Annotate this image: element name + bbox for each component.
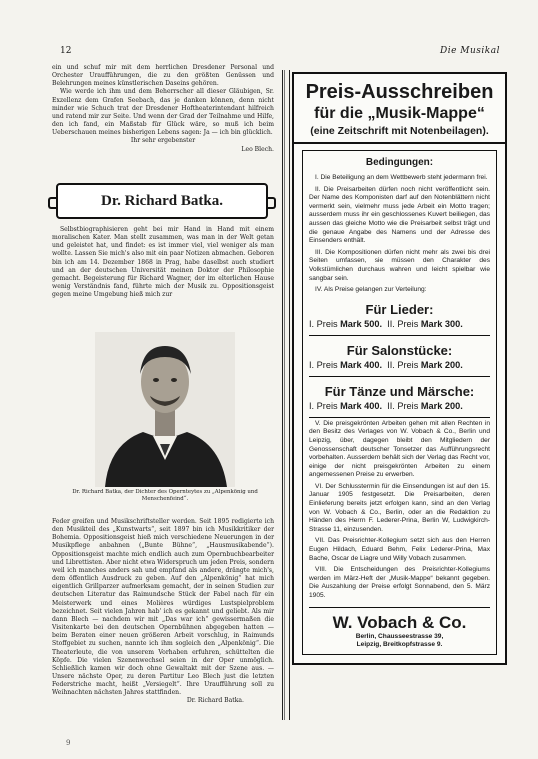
ad-title: Preis-Ausschreiben (305, 81, 494, 103)
ad-header (294, 74, 505, 144)
section-title: Dr. Richard Batka. (101, 193, 223, 209)
footer-mark: 9 (66, 739, 71, 747)
prize-amount: Mark 400. (340, 400, 383, 411)
batka-column-continued (52, 518, 274, 706)
portrait-photo (95, 332, 235, 487)
prize-line (309, 400, 490, 418)
portrait-caption: Dr. Richard Batka, der Dichter des Opernteytes zu „Alpenkönig und Menschenfeind“. (72, 489, 258, 502)
paragraph: Selbstbiographisieren geht bei mir Hand in Hand mit einem moralischen Kater. Man stellt zusammen, was man in der Welt getan und geleistet hat, und findet: es ist immer viel, viel weniger als man wollte. Lassen Sie mich's also mit ein paar Notizen abmachen. Geboren bin ich am 14. Dezember 1868 in Prag, habe daselbst auch studiert und an der deutschen Universität meinen Doktor der Philosophie gemacht. Begeisterung für Richard Wagner, der im elterlichen Hause wenig Verständnis fand, führte mich der Musik zu. Oppositionsgeist gegen meine Umgebung hieß mich zur (52, 226, 274, 299)
condition: III. Die Kompositionen dürfen nicht mehr als zwei bis drei Seiten umfassen, sie müssen den Charakter des Volkstümlichen durchaus wahren und leicht spielbar wie sangbar sein. (309, 248, 490, 282)
condition: VII. Das Preisrichter-Kollegium setzt sich aus den Herren Eugen Hildach, Eduard Behm, Felix Lederer-Prina, Max Bache, Oscar de Liagre und Willy Vobach zusammen. (309, 537, 490, 562)
prize-category: Für Salonstücke: (346, 342, 453, 358)
publisher-address: Berlin, Chausseestrasse 39, (355, 632, 444, 640)
prize-category: Für Lieder: (365, 301, 434, 317)
ad-subtitle: für die „Musik-Mappe“ (314, 105, 485, 122)
condition: IV. Als Preise gelangen zur Verteilung: (315, 286, 427, 294)
conditions-box (302, 150, 497, 655)
portrait-image (95, 332, 235, 487)
condition: I. Die Beteiligung an dem Wettbewerb steht jedermann frei. (315, 174, 488, 181)
condition: VIII. Die Entscheidungen des Preisrichter-Kollegiums werden im März-Heft der „Musik-Mappe“ bekannt gegeben. Die Auszahlung der Preise erfolgt Sonnabend, den 5. März 1905. (309, 566, 490, 599)
prize-rank: II. Preis (387, 400, 419, 411)
publisher-block (309, 607, 490, 650)
batka-column (52, 226, 274, 299)
condition: VI. Der Schlusstermin für die Einsendungen ist auf den 15. Januar 1905 festgesetzt. Die Preisarbeiten, deren Einlieferung bereits jetzt erfolgen kann, sind an den Verlag von W. Vobach & Co., Berlin, oder an die Redaktion zu Händen des Herrn F. Lederer-Prina, Berlin W, Ludwigkirch-Strasse 11, einzusenden. (309, 482, 490, 533)
prize-line (309, 318, 490, 336)
paragraph: ein und schuf mir mit dem herrlichen Dresdener Personal und Orchester Uraufführungen, die zu den größten Genüssen und Belehrungen meines künstlerischen Daseins gehören. (52, 64, 274, 88)
ad-subsubtitle: (eine Zeitschrift mit Notenbeilagen). (310, 125, 489, 137)
page-header (60, 46, 500, 58)
condition: II. Die Preisarbeiten dürfen noch nicht veröffentlicht sein. Der Name des Komponisten darf auf den Notenblättern nicht vermerkt sein, vielmehr muss jede Arbeit ein Motto tragen; ausserdem muss ihr ein geschlossenes Kuvert beiliegen, das aussen das gleiche Motto wie die Preisarbeit selbst trägt und die genaue Angabe des Namens und der Adresse des Einsenders enthält. (309, 185, 490, 245)
prize-amount: Mark 400. (340, 359, 383, 370)
page-number: 12 (60, 46, 72, 56)
prize-amount: Mark 200. (420, 359, 463, 370)
prize-amount: Mark 300. (420, 318, 463, 329)
column-rule (282, 70, 290, 720)
running-title: Die Musikal (440, 46, 500, 56)
prize-amount: Mark 200. (420, 400, 463, 411)
prize-rank: II. Preis (387, 359, 419, 370)
intro-column (52, 64, 274, 154)
publisher-name: W. Vobach & Co. (332, 612, 467, 632)
greeting: Ihr sehr ergebenster (130, 137, 196, 145)
prize-rank: I. Preis (309, 359, 338, 370)
prize-category: Für Tänze und Märsche: (324, 383, 475, 399)
prize-amount: Mark 500. (340, 318, 383, 329)
signature: Leo Blech. (241, 145, 274, 153)
section-title-box (56, 183, 268, 219)
prize-rank: I. Preis (309, 400, 338, 411)
prize-rank: II. Preis (387, 318, 419, 329)
paragraph: Feder greifen und Musikschriftsteller werden. Seit 1895 redigierte ich den Musikteil des „Kunstwarts“, seit 1897 bin ich Musikkritiker der Bohemia. Oppositionsgeist hieß mich verschiedene Neuerungen in der Musikpflege anbahnen („Bunte Bühne“, „Hausmusikabende“). Oppositionsgeist machte mich endlich auch zum Opernbuchbearbeiter und Librettisten. Aber nicht etwa Widerspruch um jeden Preis, sondern weil ich manches anders sah und empfand als andere, drängte mich's, dem öffentlich Ausdruck zu geben. Auf den „Alpenkönig“ hat mich eigentlich Grillparzer aufmerksam gemacht, der in seinen Studien zur deutschen Literatur das Raimundsche Stück der Fabel nach für ein Meisterwerk und eines Molières würdiges Lustspielproblem bezeichnet. Seit vielen Jahren hab' ich es gekannt und geliebt. Als mir dann Blech — nachdem wir mit „Das war ich“ gewissermaßen die Visitenkarte bei den deutschen Opernbühnen abgegeben hatten — beim Beraten einer neuen größeren Arbeit vorschlug, in Raimunds Stoffgebiet zu suchen, nannte ich ihm sogleich den „Alpenkönig“. Die Theaterleute, die von unserem Vorhaben erfuhren, schüttelten die Köpfe. Die vielen Szenenwechsel seien in der Oper unmöglich. Schließlich kamen wir doch ohne Gewaltakt mit der Szene aus. — Unsere nächste Oper, zu deren Partitur Leo Blech just die letzten Federstriche macht, heißt „Versiegelt“. Ihre Uraufführung soll zu Weihnachten nächsten Jahres stattfinden. (52, 518, 274, 697)
conditions-title: Bedingungen: (365, 157, 434, 168)
signature: Dr. Richard Batka. (186, 697, 244, 705)
prize-rank: I. Preis (309, 318, 338, 329)
prize-line (309, 359, 490, 377)
advertisement (292, 72, 507, 665)
publisher-address: Leipzig, Breitkopfstrasse 9. (356, 641, 443, 649)
condition: V. Die preisgekrönten Arbeiten gehen mit allen Rechten in den Besitz des Verlages von W. Vobach & Co., Berlin und Leipzig, über, dagegen bleibt den Mitgliedern der Genossenschaft deutscher Tonsetzer das Aufführungsrecht vorbehalten. Ausserdem behält sich der Verlag das Recht vor, einige der nicht preisgekrönten Arbeiten zu einem angemessenen Preise zu erwerben. (309, 419, 490, 479)
paragraph: Wie werde ich ihm und dem Beherrscher all dieser Gläubigen, Sr. Exzellenz dem Grafen Seebach, das je danken können, denn nicht minder wie Schuch trat der Dresdener Hoftheaterintendant hilfreich und ratend mir zur Seite. Und wenn der Grad der Teilnahme und Hilfe, den ich fand, ein Maßstab für Glück wäre, so muß ich beim Ueberschauen meines bisherigen Lebens sagen: Ja — ich bin glücklich. (52, 88, 274, 137)
